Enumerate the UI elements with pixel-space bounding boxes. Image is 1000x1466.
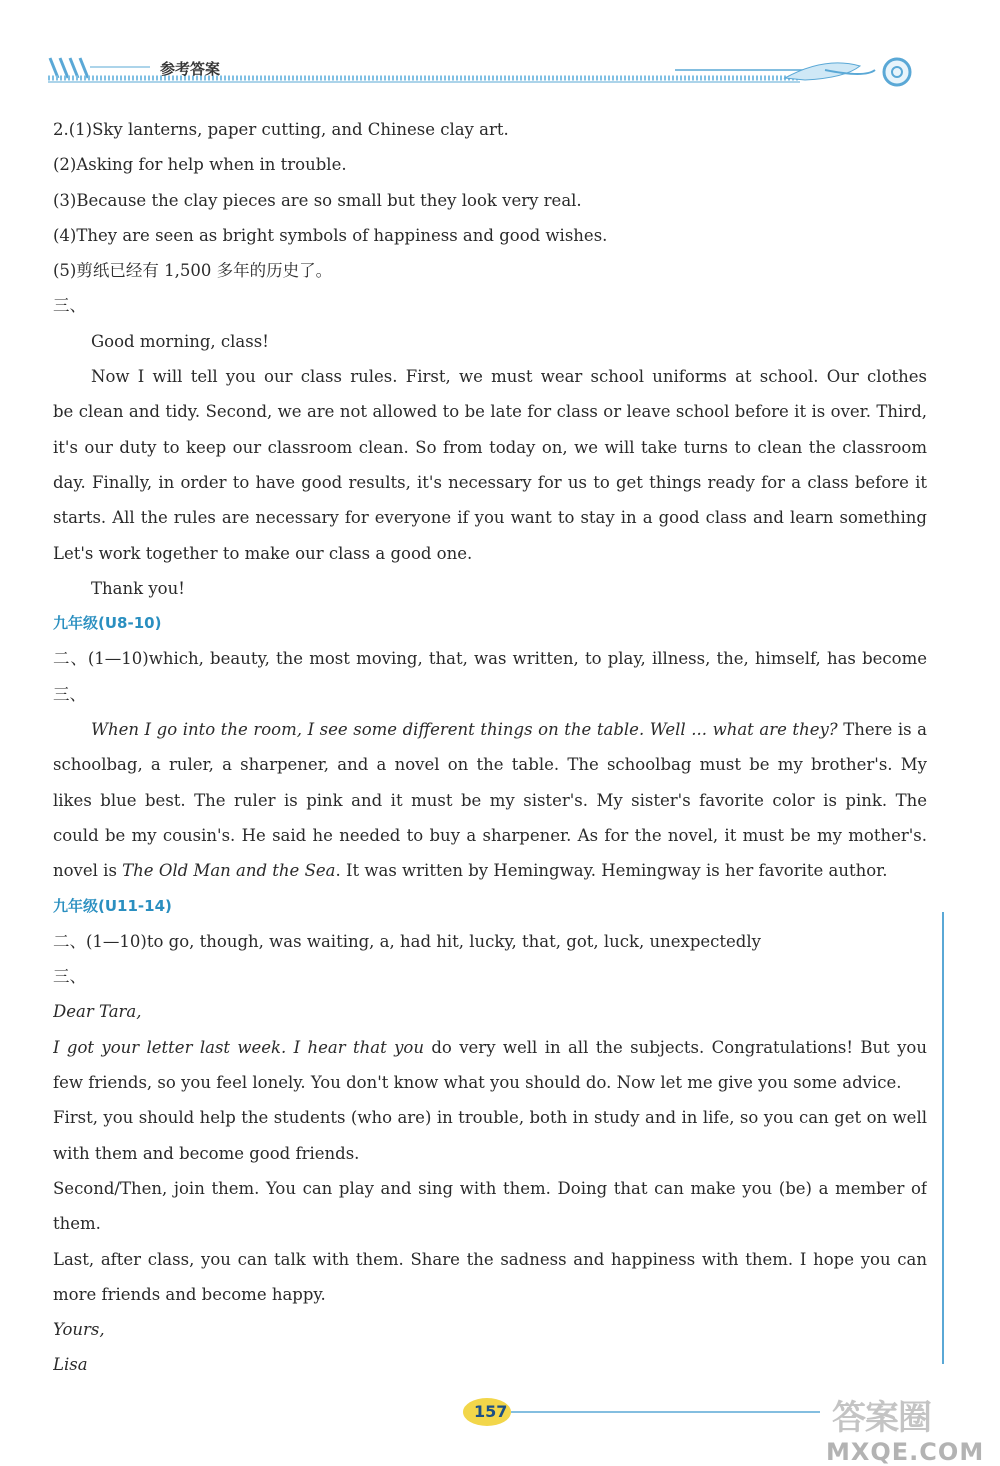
letter-line: Second/Then, join them. You can play and sing with them. Doing that can make you (be) a member of [53,1178,927,1198]
header-title: 参考答案 [160,60,221,78]
page-header [0,0,1000,100]
page-number: 157 [474,1402,508,1421]
letter-line: more friends and become happy. [53,1284,326,1304]
section-heading-u8: 九年级(U8-10) [53,614,162,633]
letter-line: First, you should help the students (who are) in trouble, both in study and in life, so you can get on well [53,1108,927,1128]
essay-text: There is a [843,720,927,740]
letter-salutation: Dear Tara, [53,1002,142,1022]
speech-line: Let's work together to make our class a good one. [53,543,473,563]
essay-line: likes blue best. The ruler is pink and it must be my sister's. My sister's favorite color is pink. The [53,790,927,810]
letter-line: with them and become good friends. [53,1143,360,1163]
answer-line: (2)Asking for help when in trouble. [53,155,347,175]
section-label: 三、 [53,296,86,316]
essay-line: could be my cousin's. He said he needed to buy a sharpener. As for the novel, it must be my mother's. [53,825,927,845]
page-footer [0,1388,1000,1464]
speech-line: starts. All the rules are necessary for everyone if you want to stay in a good class and learn something [53,508,927,528]
letter-italic-text: I got your letter last week. I hear that you [53,1037,424,1057]
letter-line: few friends, so you feel lonely. You don't know what you should do. Now let me give you some advice. [53,1073,902,1093]
section-heading-u11: 九年级(U11-14) [53,896,172,915]
answer-line: 二、(1—10)to go, though, was waiting, a, had hit, lucky, that, got, luck, unexpectedly [53,931,761,951]
essay-italic-text: When I go into the room, I see some different things on the table. Well ... what are they? [91,720,838,740]
answer-line: (5)剪纸已经有 1,500 多年的历史了。 [53,261,333,281]
letter-signoff: Yours, [53,1320,105,1340]
essay-line [53,712,927,747]
essay-text: novel is [53,861,123,881]
speech-line: day. Finally, in order to have good results, it's necessary for us to get things ready for a class before it [53,472,927,492]
answer-line: (4)They are seen as bright symbols of happiness and good wishes. [53,225,608,245]
speech-line: be clean and tidy. Second, we are not allowed to be late for class or leave school before it is over. Third, [53,402,927,422]
watermark-text: MXQE.COM [826,1438,985,1466]
essay-line [53,853,927,888]
answer-content [53,112,927,1383]
book-title: The Old Man and the Sea [122,861,336,881]
speech-greeting: Good morning, class! [91,331,269,351]
margin-rule [942,912,944,1364]
speech-closing: Thank you! [91,578,185,598]
speech-line: Now I will tell you our class rules. First, we must wear school uniforms at school. Our clothes [91,367,927,387]
letter-text: do very well in all the subjects. Congratulations! But you [431,1037,927,1057]
section-label: 三、 [53,684,86,704]
letter-line: Last, after class, you can talk with them. Share the sadness and happiness with them. I hope you can [53,1249,927,1269]
arrow-ribbon-icon [675,48,925,94]
speech-line: it's our duty to keep our classroom clean. So from today on, we will take turns to clean the classroom [53,437,927,457]
answer-line: 2.(1)Sky lanterns, paper cutting, and Chinese clay art. [53,120,509,139]
answer-line: (3)Because the clay pieces are so small but they look very real. [53,190,582,210]
section-label: 三、 [53,967,86,987]
letter-line: them. [53,1214,101,1234]
essay-text: . It was written by Hemingway. Hemingway is her favorite author. [335,861,888,881]
essay-line: schoolbag, a ruler, a sharpener, and a novel on the table. The schoolbag must be my brother's. My [53,755,927,775]
answer-line: 二、(1—10)which, beauty, the most moving, that, was written, to play, illness, the, himself, has become [53,649,927,669]
letter-signature: Lisa [53,1355,88,1375]
watermark-logo: 答案圈 [832,1398,931,1438]
letter-line [53,1030,927,1065]
